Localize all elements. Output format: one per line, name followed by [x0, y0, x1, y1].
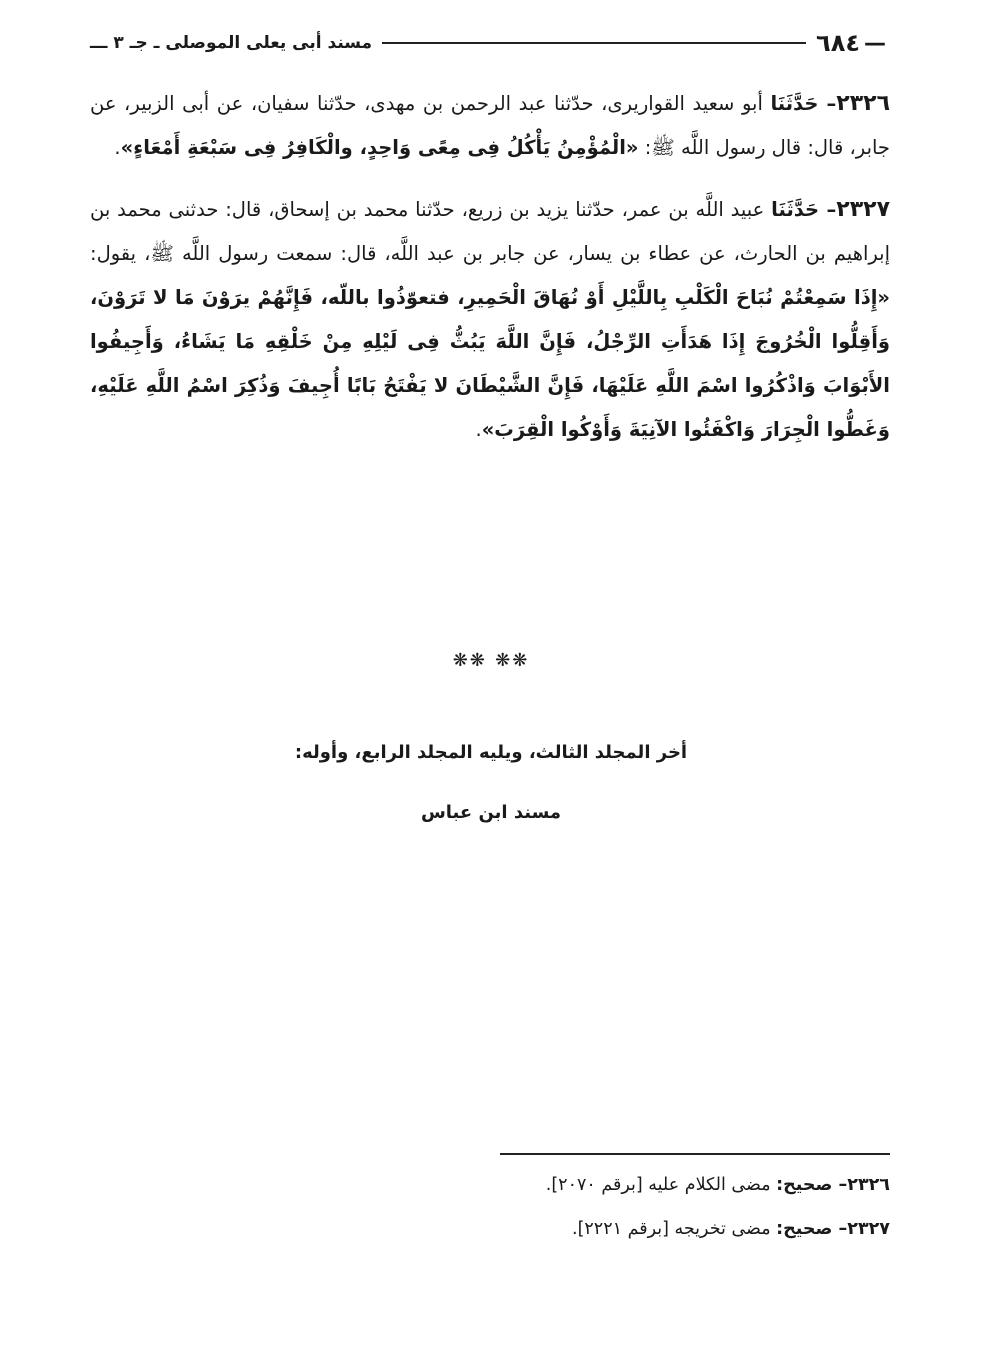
section-separator: ❋❋ ❋❋ — [452, 650, 530, 671]
footnote-item — [90, 1163, 890, 1207]
page-header — [90, 28, 890, 58]
hadith-quote: «الْمُؤْمِنُ يَأْكُلُ فِى مِعًى وَاحِدٍ، والْكَافِرُ فِى سَبْعَةِ أَمْعَاءٍ» — [120, 136, 639, 159]
hadith-chain: أبو سعيد القواريرى، حدّثنا عبد الرحمن بن مهدى، حدّثنا سفيان، عن أبى الزبير، عن جابر، قال: قال رسول اللَّه ﷺ: — [90, 92, 890, 159]
footnote-text: مضى تخريجه [برقم ٢٢٢١]. — [572, 1219, 777, 1239]
hadith-lead: – حَدَّثَنَا — [770, 92, 837, 115]
hadith-tail: . — [114, 136, 121, 159]
footnote-rule — [500, 1153, 890, 1155]
hadith-lead: – حَدَّثَنَا — [771, 198, 837, 221]
header-rule — [382, 42, 806, 44]
footnote-number: ٢٣٢٧– — [838, 1219, 890, 1239]
header-dash: — — [864, 30, 886, 56]
hadith-number: ٢٣٢٦ — [836, 91, 891, 116]
footnotes — [90, 1163, 890, 1251]
hadith-quote: «إِذَا سَمِعْتُمْ نُبَاحَ الْكَلْبِ بِاللَّيْلِ أَوْ نُهَاقَ الْحَمِيرِ، فتعوّذُوا باللّه، فَإِنَّهُمْ يرَوْنَ مَا لا تَرَوْنَ، وَأَقِلُّوا الْخُرُوجَ إِذَا هَدَأَتِ الرِّجْلُ، فَإِنَّ اللَّهَ يَبُثُّ فِى لَيْلِهِ مِنْ خَلْقِهِ مَا يَشَاءُ، وَأَجِيفُوا الأَبْوَابَ وَاذْكُرُوا اسْمَ اللَّهِ عَلَيْهَا، فَإِنَّ الشَّيْطَانَ لا يَفْتَحُ بَابًا أُجِيفَ وَذُكِرَ اسْمُ اللَّهِ عَلَيْهِ، وَغَطُّوا الْجِرَارَ وَاكْفَئُوا الآنِيَةَ وَأَوْكُوا الْقِرَبَ» — [90, 286, 890, 441]
footnote-text: مضى الكلام عليه [برقم ٢٠٧٠]. — [545, 1175, 777, 1195]
hadith-2326 — [90, 82, 890, 170]
footnote-grade: صحيح: — [776, 1175, 839, 1195]
volume-end-note: أخر المجلد الثالث، ويليه المجلد الرابع، وأوله: — [294, 742, 688, 763]
page-number: ٦٨٤ — [816, 29, 860, 57]
hadith-number: ٢٣٢٧ — [836, 197, 890, 222]
next-volume-title: مسند ابن عباس — [420, 802, 562, 823]
main-text — [90, 82, 890, 470]
hadith-tail: . — [475, 418, 482, 441]
footnote-grade: صحيح: — [776, 1219, 839, 1239]
book-title: مسند أبى يعلى الموصلى ـ جـ ٣ ـــ — [90, 33, 373, 53]
footnote-number: ٢٣٢٦– — [838, 1175, 890, 1195]
hadith-chain: عبيد اللَّه بن عمر، حدّثنا يزيد بن زريع، حدّثنا محمد بن إسحاق، قال: حدثنى محمد بن إبراهيم بن الحارث، عن عطاء بن يسار، عن جابر بن عبد اللَّه، قال: سمعت رسول اللَّه ﷺ، يقول: — [90, 198, 890, 265]
footnote-item — [90, 1207, 890, 1251]
hadith-2327 — [90, 188, 890, 452]
